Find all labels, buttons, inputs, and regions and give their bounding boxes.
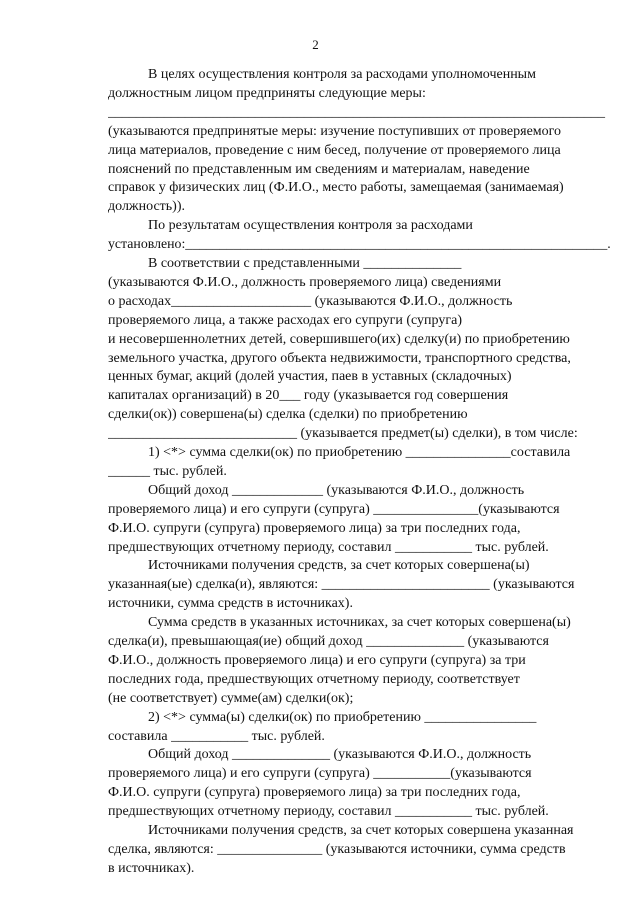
text-line: _______________________________________________________________________ [108, 104, 605, 120]
text-line: проверяемого лица) и его супруги (супруга) _______________(указываются [108, 501, 560, 517]
text-line: лица материалов, проведение с ним бесед, получение от проверяемого лица [108, 142, 561, 158]
text-line: ценных бумаг, акций (долей участия, паев в уставных (складочных) [108, 369, 512, 385]
text-line: указанная(ые) сделка(и), являются: ________________________ (указываются [108, 577, 575, 593]
text-line: сделка, являются: _______________ (указываются источники, сумма средств [108, 841, 566, 857]
text-line: (указываются Ф.И.О., должность проверяемого лица) сведениями [108, 274, 502, 290]
page-number: 2 [312, 37, 319, 52]
text-line: В соответствии с представленными ______________ [148, 256, 462, 271]
text-line: Общий доход ______________ (указываются Ф.И.О., должность [148, 747, 532, 763]
text-line: источники, сумма средств в источниках). [108, 596, 353, 612]
text-line: ___________________________ (указывается предмет(ы) сделки), в том числе: [108, 426, 578, 442]
text-line: Ф.И.О. супруги (супруга) проверяемого лица) за три последних года, [108, 785, 521, 801]
text-line: о расходах____________________ (указываются Ф.И.О., должность [108, 293, 513, 309]
text-line: (указываются предпринятые меры: изучение поступивших от проверяемого [108, 123, 562, 139]
text-line: капиталах организаций) в 20___ году (указывается год совершения [108, 388, 509, 404]
text-line: справок у физических лиц (Ф.И.О., место работы, замещаемая (занимаемая) [108, 180, 564, 196]
text-line: пояснений по представленным им сведениям и материалам, наведение [108, 161, 530, 177]
text-line: (не соответствует) сумме(ам) сделки(ок); [108, 690, 354, 706]
text-line: и несовершеннолетних детей, совершившего(их) сделку(и) по приобретению [108, 331, 570, 347]
text-line: составила ___________ тыс. рублей. [108, 728, 325, 744]
text-line: предшествующих отчетному периоду, составил ___________ тыс. рублей. [108, 539, 549, 555]
text-line: ______ тыс. рублей. [108, 463, 227, 479]
text-line: земельного участка, другого объекта недвижимости, транспортного средства, [108, 350, 571, 366]
text-line: Ф.И.О., должность проверяемого лица) и его супруги (супруга) за три [108, 652, 526, 668]
text-line: Сумма средств в указанных источниках, за счет которых совершена(ы) [148, 615, 571, 631]
text-line: сделки(ок)) совершена(ы) сделка (сделки) по приобретению [108, 407, 468, 423]
text-line: установлено:_____________________________________________________________. [108, 237, 611, 253]
text-line: 2) <*> сумма(ы) сделки(ок) по приобретению ________________ [148, 709, 537, 725]
text-line: предшествующих отчетному периоду, составил ___________ тыс. рублей. [108, 804, 549, 820]
text-line: Источниками получения средств, за счет которых совершена указанная [148, 823, 574, 838]
text-line: проверяемого лица, а также расходах его супруги (супруга) [108, 312, 462, 328]
text-line: В целях осуществления контроля за расходами уполномоченным [148, 67, 536, 82]
text-line: Ф.И.О. супруги (супруга) проверяемого лица) за три последних года, [108, 520, 521, 536]
text-line: 1) <*> сумма сделки(ок) по приобретению _______________составила [148, 445, 571, 460]
text-line: должность)). [108, 199, 185, 215]
text-line: проверяемого лица) и его супруги (супруга) ___________(указываются [108, 766, 532, 782]
text-line: последних года, предшествующих отчетному периоду, соответствует [108, 671, 520, 687]
text-line: Общий доход _____________ (указываются Ф.И.О., должность [148, 482, 525, 498]
text-line: должностным лицом предприняты следующие меры: [108, 85, 426, 101]
text-line: в источниках). [108, 860, 195, 876]
text-line: Источниками получения средств, за счет которых совершена(ы) [148, 558, 530, 574]
text-line: По результатам осуществления контроля за расходами [148, 218, 473, 234]
text-line: сделка(и), превышающая(ие) общий доход ______________ (указываются [108, 634, 549, 649]
